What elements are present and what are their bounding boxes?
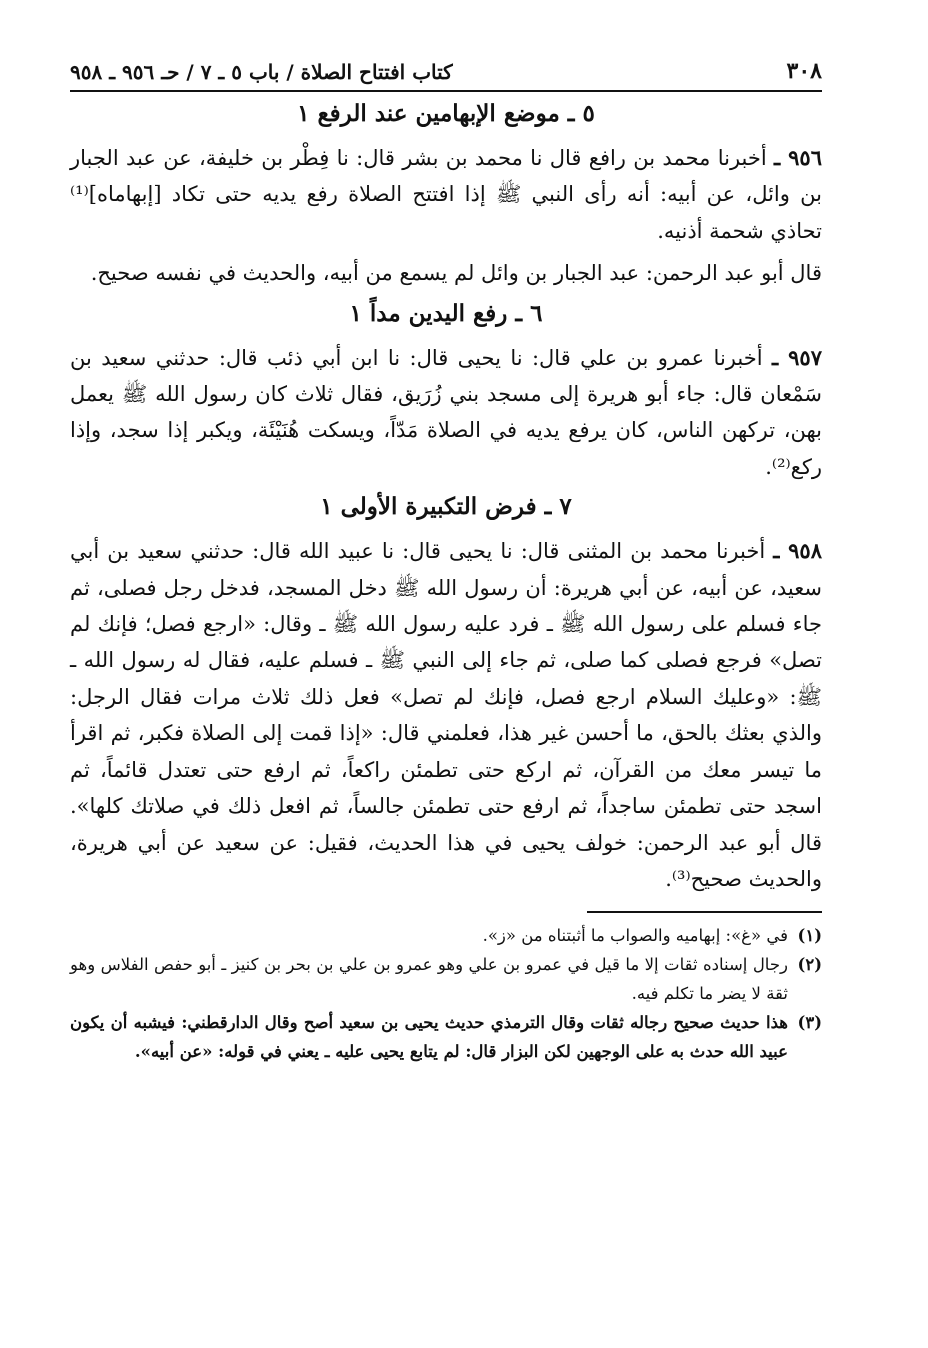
book-page: [70, 52, 822, 1066]
section-heading-7: ٧ ـ فرض التكبيرة الأولى ١: [320, 493, 572, 521]
hadith-number: ٩٥٨ ـ: [773, 538, 822, 564]
running-title: كتاب افتتاح الصلاة / باب ٥ ـ ٧ / حـ ٩٥٦ ـ ٩٥٨: [70, 60, 453, 84]
footnote-number: (٢): [797, 955, 822, 975]
footnotes: [70, 921, 822, 1066]
hadith-number: ٩٥٦ ـ: [774, 145, 822, 170]
hadith-text: أخبرنا محمد بن رافع قال نا محمد بن بشر قال: نا فِطْر بن خليفة، عن عبد الجبار بن وائل، عن أبيه: أنه رأى النبي ﷺ إذا افتتح الصلاة رفع يديه حتى تكاد [إبهاماه]⁽¹⁾ تحاذي شحمة أذنيه.: [70, 146, 822, 243]
section-heading-5: ٥ ـ موضع الإبهامين عند الرفع ١: [297, 100, 595, 127]
footnote-text: رجال إسناده ثقات إلا ما قيل في عمرو بن علي وهو عمرو بن علي بن بحر بن كنيز ـ أبو حفص الفلاس وهو ثقة لا يضر ما تكلم فيه.: [70, 955, 788, 1004]
running-header: [70, 52, 822, 92]
hadith-text: أخبرنا محمد بن المثنى قال: نا يحيى قال: نا عبيد الله قال: حدثني سعيد بن أبي سعيد، عن أبيه، عن أبي هريرة: أن رسول الله ﷺ دخل المسجد، فدخل رجل فصلى، ثم جاء فسلم على رسول الله ﷺ ـ فرد عليه رسول الله ﷺ ـ وقال: «ارجع فصل؛ فإنك لم تصل» فرجع فصلى كما صلى، ثم جاء إلى النبي ﷺ ـ فسلم عليه، فقال له رسول الله ـ ﷺ: «وعليك السلام ارجع فصل، فإنك لم تصل» فعل ذلك ثلاث مرات فقال الرجل: والذي بعثك بالحق، ما أحسن غير هذا، فعلمني قال: «إذا قمت إلى الصلاة فكبر، ثم اقرأ ما تيسر معك من القرآن، ثم اركع حتى تطمئن راكعاً، ثم ارفع حتى تعتدل قائماً، ثم اسجد حتى تطمئن ساجداً، ثم ارفع حتى تطمئن جالساً، ثم افعل ذلك في صلاتك كلها». قال أبو عبد الرحمن: خولف يحيى في هذا الحديث، فقيل: عن سعيد عن أبي هريرة، والحديث صحيح⁽³⁾.: [70, 539, 822, 891]
footnote-text: هذا حديث صحيح رجاله ثقات وقال الترمذي حديث يحيى بن سعيد أصح وقال الدارقطني: فيشبه أن يكون عبيد الله حدث به على الوجهين لكن البزار قال: لم يتابع يحيى عليه ـ يعني في قوله: «عن أبيه».: [70, 1013, 788, 1062]
footnote-divider: [587, 911, 822, 913]
hadith-957: [70, 340, 822, 486]
section-heading-6: ٦ ـ رفع اليدين مداً ١: [349, 299, 543, 327]
author-comment: قال أبو عبد الرحمن: عبد الجبار بن وائل لم يسمع من أبيه، والحديث في نفسه صحيح.: [90, 261, 822, 286]
hadith-956: [70, 140, 822, 249]
hadith-text: أخبرنا عمرو بن علي قال: نا يحيى قال: نا ابن أبي ذئب قال: حدثني سعيد بن سَمْعان قال: جاء أبو هريرة إلى مسجد بني زُرَيق، فقال ثلاث كان رسول الله ﷺ يعمل بهن، تركهن الناس، كان يرفع يديه في الصلاة مَدّاً، ويسكت هُنَيْئَة، ويكبر إذا سجد، وإذا ركع⁽²⁾.: [70, 345, 822, 479]
hadith-number: ٩٥٧ ـ: [771, 344, 822, 370]
page-number: ٣٠٨: [786, 58, 822, 84]
footnote-text: في «غ»: إبهاميه والصواب ما أثبتناه من «ز».: [482, 926, 788, 946]
footnote-1: [70, 921, 822, 950]
footnote-3: [70, 1008, 822, 1066]
footnote-2: [70, 950, 822, 1008]
footnote-number: (١): [797, 926, 822, 946]
hadith-958: [70, 533, 822, 897]
footnote-number: (٣): [797, 1013, 822, 1033]
